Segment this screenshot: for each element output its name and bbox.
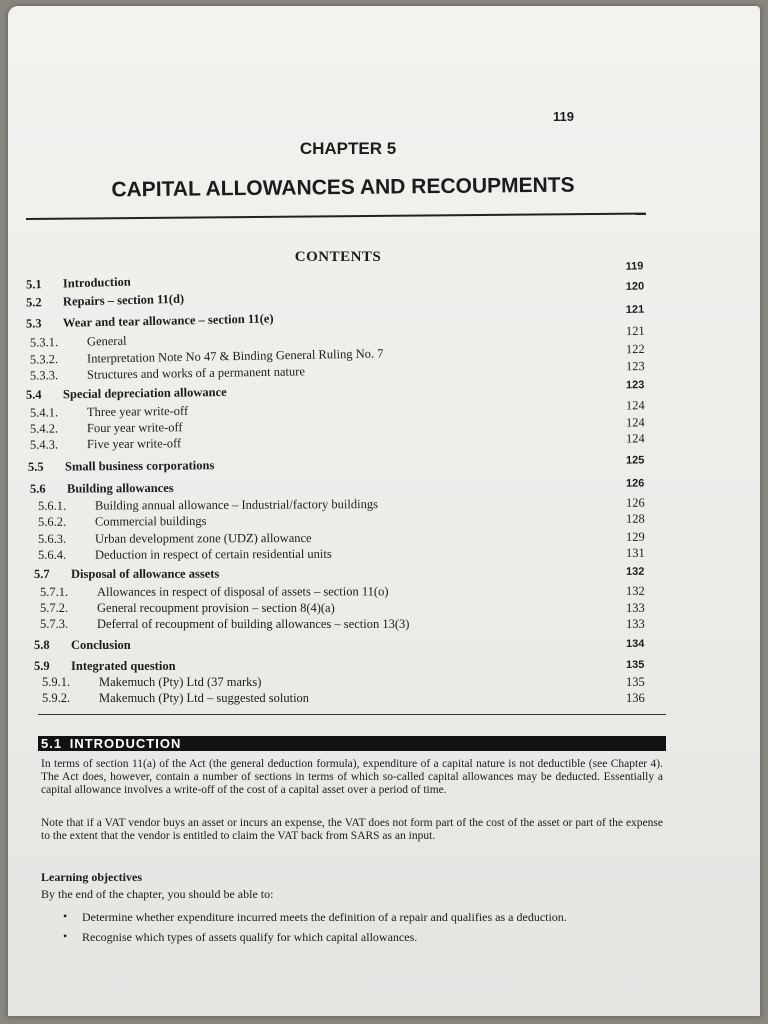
toc-title: Small business corporations: [64, 458, 215, 474]
toc-number: 5.3.1.: [29, 335, 59, 350]
toc-entry: [8, 617, 760, 633]
toc-number: 5.7.3.: [40, 617, 69, 631]
toc-page: 131: [625, 545, 645, 560]
toc-number: 5.6.3.: [37, 531, 67, 546]
toc-page: 119: [625, 260, 644, 273]
toc-page: 124: [625, 398, 645, 413]
contents-divider: [38, 714, 666, 715]
toc-title: Three year write-off: [86, 403, 189, 420]
toc-page: 135: [626, 675, 645, 689]
objective-text: Determine whether expenditure incurred meets the definition of a repair and qualifies as a deduction.: [82, 910, 567, 924]
toc-page: 123: [625, 379, 645, 392]
toc-page: 128: [625, 511, 645, 526]
toc-number: 5.9.1.: [42, 675, 71, 689]
toc-title: Makemuch (Pty) Ltd (37 marks): [99, 675, 262, 689]
book-page: [8, 6, 760, 1016]
toc-number: 5.6: [29, 481, 46, 496]
toc-number: 5.4.1.: [29, 405, 59, 420]
toc-number: 5.9.2.: [42, 691, 71, 705]
toc-page: 134: [626, 638, 645, 650]
toc-entry: [8, 691, 760, 707]
toc-title: Building allowances: [66, 480, 174, 496]
toc-title: Deferral of recoupment of building allowances – section 13(3): [97, 617, 410, 631]
toc-title: Makemuch (Pty) Ltd – suggested solution: [99, 691, 310, 705]
toc-page: 132: [625, 565, 645, 578]
toc-number: 5.6.4.: [37, 547, 67, 562]
objective-text: Recognise which types of assets qualify for which capital allowances.: [82, 930, 418, 944]
chapter-label: CHAPTER 5: [299, 139, 397, 158]
toc-title: Repairs – section 11(d): [62, 291, 185, 309]
section-heading: INTRODUCTION: [69, 736, 182, 751]
toc-title: General: [86, 333, 127, 349]
page-content: [8, 6, 760, 1016]
toc-page: 123: [625, 358, 645, 374]
toc-number: 5.3.3.: [29, 368, 59, 383]
toc-title: Allowances in respect of disposal of assets – section 11(o): [96, 584, 389, 599]
learning-objectives-intro: By the end of the chapter, you should be able to:: [41, 887, 274, 901]
toc-number: 5.8: [34, 638, 50, 652]
toc-title: Five year write-off: [86, 436, 182, 452]
toc-page: 133: [626, 617, 645, 631]
toc-entry: [8, 675, 760, 691]
toc-title: Conclusion: [71, 638, 131, 652]
page-number: 119: [553, 109, 574, 124]
toc-number: 5.7.2.: [40, 601, 69, 615]
toc-number: 5.4: [25, 387, 42, 402]
toc-number: 5.1: [25, 277, 42, 292]
toc-entry: [8, 545, 760, 564]
toc-page: 124: [625, 431, 645, 446]
toc-page: 129: [625, 529, 645, 544]
toc-page: 135: [626, 659, 645, 671]
toc-title: General recoupment provision – section 8(4)(a): [97, 601, 335, 615]
toc-entry: [8, 566, 760, 583]
toc-title: Special depreciation allowance: [62, 384, 227, 402]
chapter-title: CAPITAL ALLOWANCES AND RECOUPMENTS: [111, 173, 575, 202]
toc-page: 132: [625, 583, 645, 598]
toc-number: 5.6.1.: [37, 498, 67, 513]
toc-page: 136: [626, 691, 645, 705]
bullet-icon: •: [63, 929, 68, 943]
toc-title: Structures and works of a permanent nature: [86, 364, 306, 382]
title-divider: [26, 213, 646, 220]
toc-page: 133: [626, 601, 645, 615]
toc-number: 5.4.3.: [29, 437, 59, 452]
toc-page: 122: [625, 341, 645, 357]
toc-page: 120: [625, 280, 645, 293]
learning-objectives-heading: Learning objectives: [41, 870, 142, 884]
toc-page: 121: [625, 323, 645, 339]
toc-title: Commercial buildings: [94, 513, 207, 529]
toc-title: Introduction: [62, 274, 131, 291]
toc-number: 5.9: [34, 659, 50, 673]
intro-paragraph: In terms of section 11(a) of the Act (the general deduction formula), expenditure of a capital nature is not deductible (see Chapter 4). The Act does, however, contain a number of sections in terms of which so-called capital allowances may be deducted. Essentially a capital allowance involves a write-off of the cost of a capital asset over a period of time.: [41, 758, 663, 797]
toc-page: 126: [625, 477, 645, 490]
toc-number: 5.7.1.: [39, 584, 69, 599]
vat-paragraph: Note that if a VAT vendor buys an asset or incurs an expense, the VAT does not form part of the cost of the asset or part of the expense to the extent that the vendor is entitled to claim the VAT back from SARS as an input.: [41, 817, 663, 843]
toc-number: 5.3: [25, 316, 42, 331]
toc-page: 126: [625, 495, 645, 510]
toc-number: 5.3.2.: [29, 352, 59, 367]
toc-title: Disposal of allowance assets: [70, 566, 220, 581]
toc-title: Urban development zone (UDZ) allowance: [94, 530, 312, 546]
toc-entry: [8, 659, 760, 675]
toc-entry: [8, 601, 760, 617]
bullet-icon: •: [63, 909, 68, 923]
toc-entry: [8, 511, 760, 531]
toc-title: Integrated question: [71, 659, 176, 673]
section-heading-bar: [38, 736, 666, 751]
toc-number: 5.7: [33, 566, 50, 581]
toc-title: Deduction in respect of certain residential units: [94, 546, 332, 562]
toc-number: 5.4.2.: [29, 421, 59, 436]
toc-number: 5.5: [27, 459, 44, 474]
toc-entry: [8, 638, 760, 654]
toc-title: Interpretation Note No 47 & Binding General Ruling No. 7: [86, 346, 384, 366]
toc-page: 125: [625, 454, 645, 467]
toc-number: 5.6.2.: [37, 514, 67, 529]
toc-entry: [8, 584, 760, 601]
toc-page: 121: [625, 303, 645, 317]
toc-page: 124: [625, 415, 645, 430]
toc-number: 5.2: [25, 295, 42, 310]
toc-title: Building annual allowance – Industrial/factory buildings: [94, 497, 378, 513]
section-number: 5.1: [41, 736, 63, 751]
toc-title: Four year write-off: [86, 420, 183, 436]
toc-entry: [8, 453, 760, 476]
toc-title: Wear and tear allowance – section 11(e): [62, 311, 274, 330]
contents-heading: CONTENTS: [294, 249, 382, 265]
